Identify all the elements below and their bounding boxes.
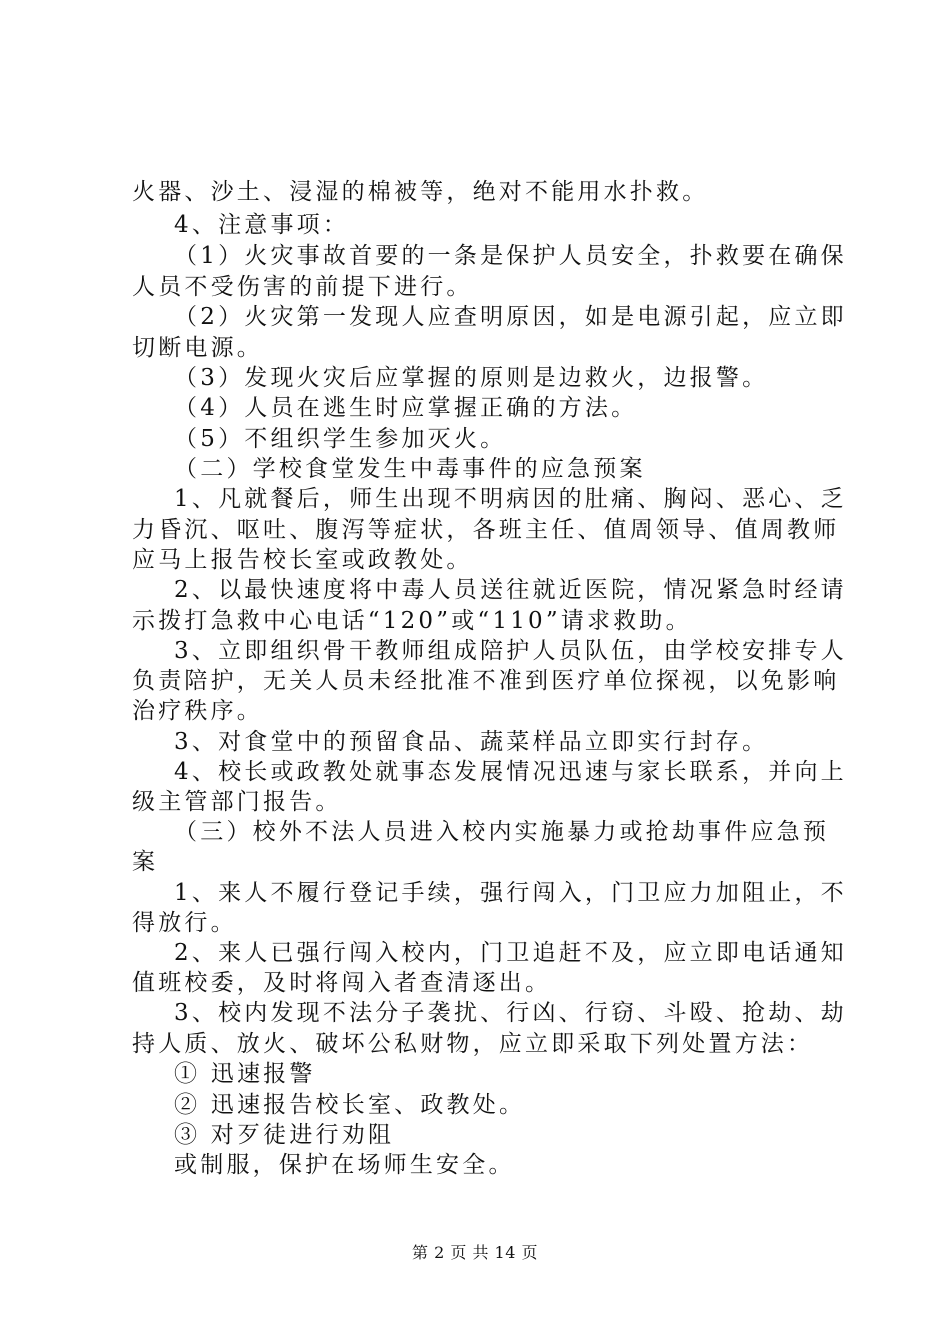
text-line: 3、校内发现不法分子袭扰、行凶、行窃、斗殴、抢劫、劫 <box>132 1000 847 1026</box>
text-line: 火器、沙土、浸湿的棉被等，绝对不能用水扑救。 <box>132 179 709 205</box>
text-line: （5）不组织学生参加灭火。 <box>132 426 507 452</box>
text-line: 3、对食堂中的预留食品、蔬菜样品立即实行封存。 <box>132 729 769 755</box>
text-line: 持人质、放火、破坏公私财物，应立即采取下列处置方法： <box>132 1031 814 1057</box>
page-footer: 第 2 页 共 14 页 <box>412 1243 538 1262</box>
text-line: 示拨打急救中心电话“120”或“110”请求救助。 <box>132 608 692 634</box>
text-line: 4、校长或政教处就事态发展情况迅速与家长联系，并向上 <box>132 759 847 785</box>
text-line: 2、以最快速度将中毒人员送往就近医院，情况紧急时经请 <box>132 577 847 603</box>
text-line: 人员不受伤害的前提下进行。 <box>132 274 473 300</box>
text-line: 得放行。 <box>132 910 237 936</box>
text-line: （1）火灾事故首要的一条是保护人员安全，扑救要在确保 <box>132 243 847 269</box>
section-heading: （三）校外不法人员进入校内实施暴力或抢劫事件应急预 <box>132 819 830 845</box>
text-line: （3）发现火灾后应掌握的原则是边救火，边报警。 <box>132 365 769 391</box>
text-line: 级主管部门报告。 <box>132 789 342 815</box>
text-line: 1、来人不履行登记手续，强行闯入，门卫应力加阻止，不 <box>132 880 847 906</box>
section-heading: 案 <box>132 849 159 875</box>
text-line: 3、立即组织骨干教师组成陪护人员队伍，由学校安排专人 <box>132 638 847 664</box>
list-item: ③ 对歹徒进行劝阻 <box>132 1122 395 1148</box>
list-item: ② 迅速报告校长室、政教处。 <box>132 1092 526 1118</box>
text-line: （2）火灾第一发现人应查明原因，如是电源引起，应立即 <box>132 304 847 330</box>
list-item: ① 迅速报警 <box>132 1061 316 1087</box>
section-heading: （二）学校食堂发生中毒事件的应急预案 <box>132 456 646 482</box>
text-line: 治疗秩序。 <box>132 698 263 724</box>
text-line: 应马上报告校长室或政教处。 <box>132 547 473 573</box>
text-line: 力昏沉、呕吐、腹泻等症状，各班主任、值周领导、值周教师 <box>132 517 840 543</box>
text-line: 值班校委，及时将闯入者查清逐出。 <box>132 970 552 996</box>
text-line: 2、来人已强行闯入校内，门卫追赶不及，应立即电话通知 <box>132 940 847 966</box>
text-line: （4）人员在逃生时应掌握正确的方法。 <box>132 395 638 421</box>
text-line: 4、注意事项： <box>132 212 350 238</box>
text-line: 切断电源。 <box>132 335 263 361</box>
text-line: 1、凡就餐后，师生出现不明病因的肚痛、胸闷、恶心、乏 <box>132 486 847 512</box>
text-line: 负责陪护，无关人员未经批准不准到医疗单位探视，以免影响 <box>132 668 840 694</box>
text-line: 或制服，保护在场师生安全。 <box>132 1152 515 1178</box>
